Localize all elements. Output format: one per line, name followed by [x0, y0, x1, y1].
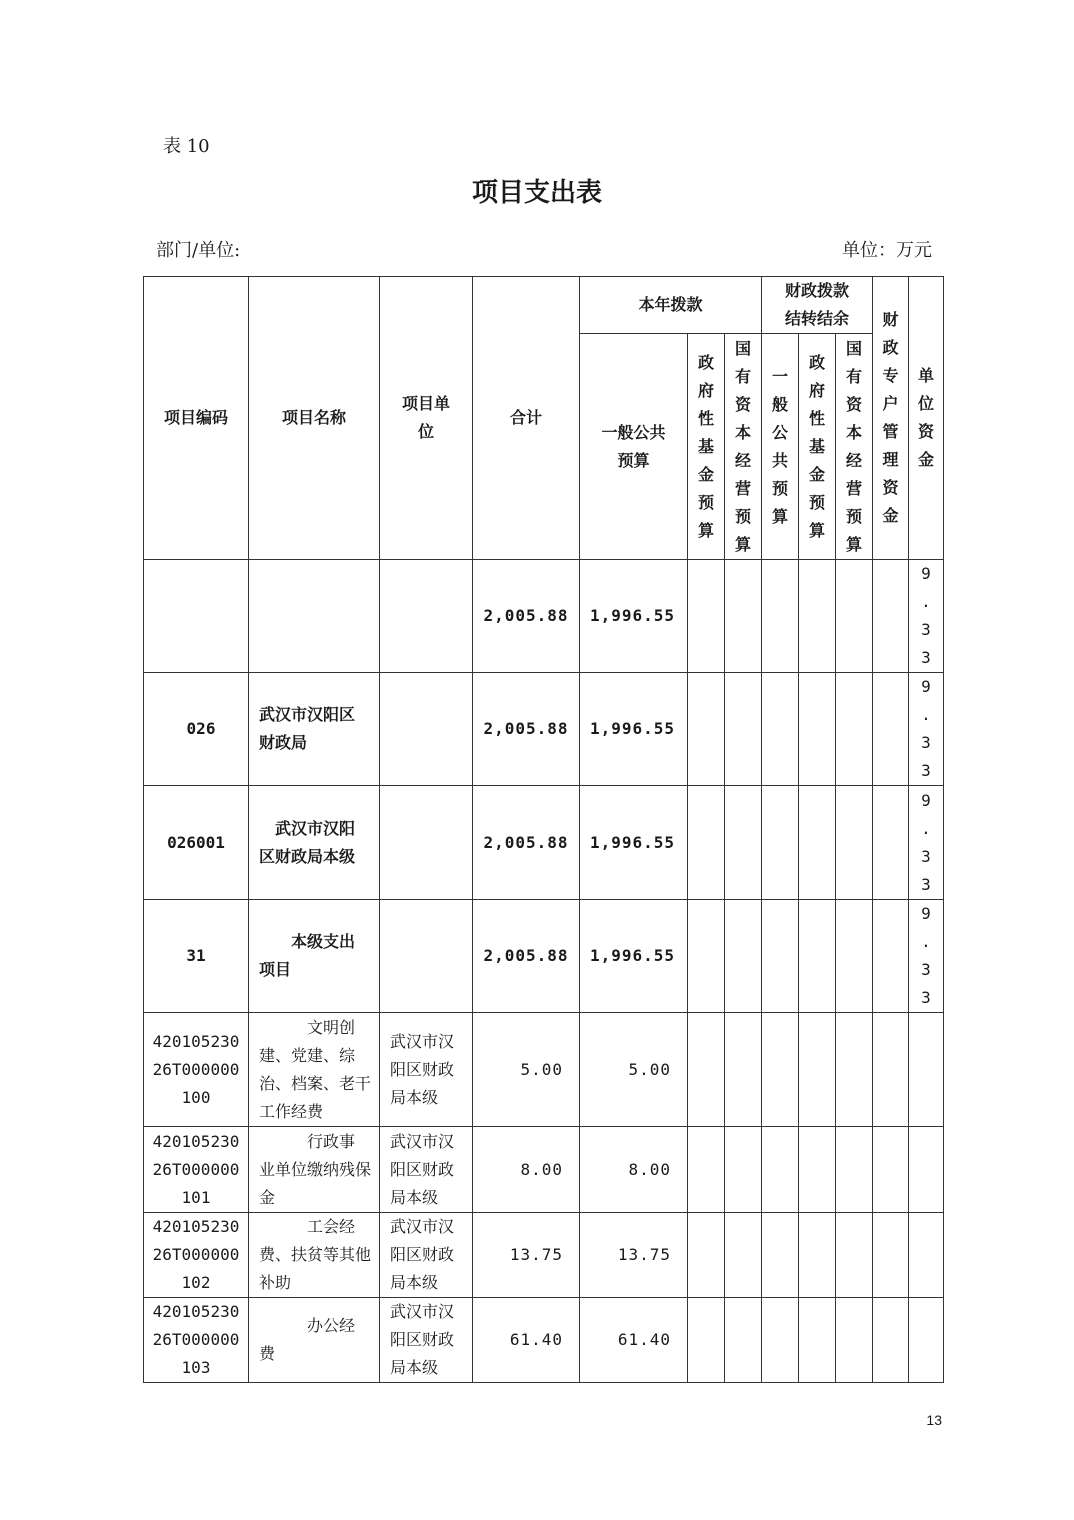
unit-label: 单位：万元 — [842, 240, 932, 261]
table-row: 026001 武汉市汉阳 区财政局本级 2,005.88 1,996.55 9 . 3 3 — [144, 786, 944, 900]
header-carryover: 财政拨款 结转结余 — [762, 277, 873, 334]
table-row: 2,005.88 1,996.55 9 . 3 3 — [144, 560, 944, 673]
header-current-year: 本年拨款 — [580, 277, 762, 334]
header-gov-fund-budget: 政府性基金预算 — [688, 334, 725, 560]
table-row: 42010523026T000000100 文明创 建、党建、综治、档案、老干工作经费 武汉市汉阳区财政局本级 5.00 5.00 — [144, 1013, 944, 1127]
page-number: 13 — [926, 1412, 942, 1428]
unit-funds-value: 9 . 3 3 — [909, 786, 944, 900]
header-co-gov-fund-budget: 政府性基金预算 — [799, 334, 836, 560]
header-co-general-budget: 一般公共预算 — [762, 334, 799, 560]
table-row: 42010523026T000000101 行政事 业单位缴纳残保金 武汉市汉阳区财政局本级 8.00 8.00 — [144, 1127, 944, 1213]
header-co-state-capital-budget: 国有资本经营预算 — [836, 334, 873, 560]
unit-funds-value: 9 . 3 3 — [909, 673, 944, 786]
header-code: 项目编码 — [144, 277, 249, 560]
unit-funds-value: 9 . 3 3 — [909, 900, 944, 1013]
header-name: 项目名称 — [249, 277, 380, 560]
table-row: 42010523026T000000102 工会经 费、扶贫等其他补助 武汉市汉阳区财政局本级 13.75 13.75 — [144, 1213, 944, 1298]
header-total: 合计 — [473, 277, 580, 560]
department-label: 部门/单位: — [156, 240, 241, 261]
table-number-label: 表 10 — [163, 136, 210, 157]
table-row: 31 本级支出 项目 2,005.88 1,996.55 9 . 3 3 — [144, 900, 944, 1013]
header-unit-funds: 单位资金 — [909, 277, 944, 560]
header-general-budget: 一般公共 预算 — [580, 334, 688, 560]
header-special-account: 财政专户管理资金 — [873, 277, 909, 560]
unit-funds-value: 9 . 3 3 — [909, 560, 944, 673]
page-title: 项目支出表 — [471, 178, 602, 208]
table-row: 026 武汉市汉阳区 财政局 2,005.88 1,996.55 9 . 3 3 — [144, 673, 944, 786]
header-state-capital-budget: 国有资本经营预算 — [725, 334, 762, 560]
table-row: 42010523026T000000103 办公经 费 武汉市汉阳区财政局本级 61.40 61.40 — [144, 1298, 944, 1383]
project-expenditure-table — [143, 276, 944, 1383]
header-unit: 项目单 位 — [380, 277, 473, 560]
